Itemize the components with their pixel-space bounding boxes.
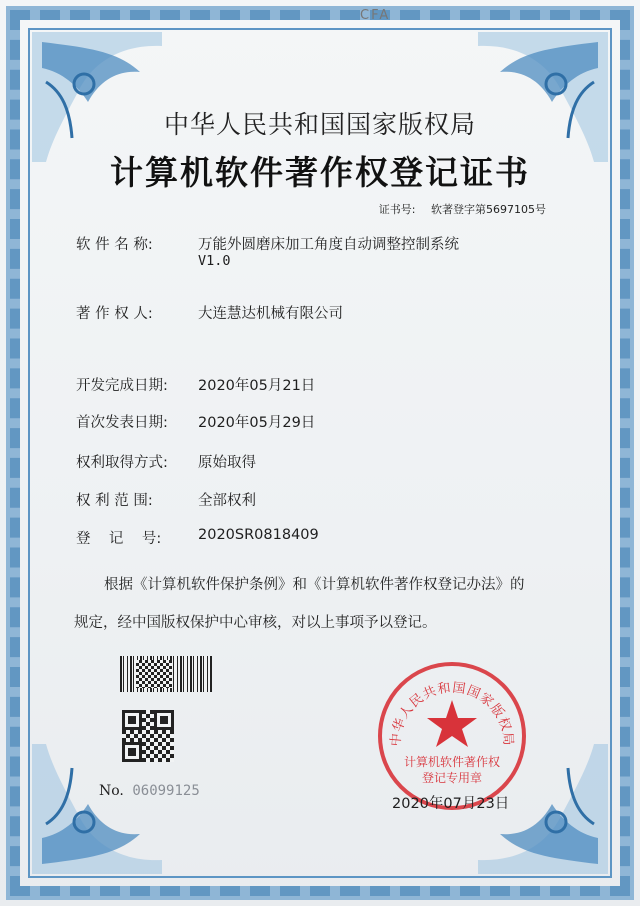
field-value: 全部权利 — [198, 493, 256, 509]
certificate-title: 计算机软件著作权登记证书 — [110, 153, 530, 192]
field-label: 权利取得方式: — [76, 455, 168, 471]
field-value: 大连慧达机械有限公司 — [198, 306, 343, 322]
seal-line1: 计算机软件著作权 — [403, 755, 501, 769]
field-value: 2020年05月21日 — [198, 378, 316, 394]
field-label: 软 件 名 称: — [76, 237, 153, 253]
issue-date: 2020年07月23日 — [392, 796, 510, 812]
field-label: 著 作 权 人: — [76, 306, 153, 322]
field-value: 原始取得 — [198, 455, 256, 471]
software-version: V1.0 — [198, 253, 231, 269]
field-label: 登 记 号: — [76, 531, 162, 547]
registration-statement — [74, 566, 574, 642]
certificate-number — [379, 201, 546, 217]
barcode-icon — [120, 656, 212, 692]
statement-line: 规定，经中国版权保护中心审核，对以上事项予以登记。 — [74, 615, 437, 631]
official-seal-icon — [374, 658, 530, 814]
field-label: 首次发表日期: — [76, 415, 168, 431]
field-label: 开发完成日期: — [76, 378, 168, 394]
serial-number — [99, 783, 200, 799]
seal-outer-text: 中华人民共和国国家版权局 — [388, 680, 516, 747]
field-label: 权 利 范 围: — [76, 493, 153, 509]
statement-line: 根据《计算机软件保护条例》和《计算机软件著作权登记办法》的 — [104, 577, 525, 593]
serial-value: 06099125 — [132, 783, 200, 799]
field-value: 万能外圆磨床加工角度自动调整控制系统 — [198, 237, 459, 253]
certificate-number-label: 证书号: — [378, 203, 416, 216]
field-value: 2020年05月29日 — [198, 415, 316, 431]
certificate-number-value: 软著登字第5697105号 — [431, 203, 546, 216]
field-value: 2020SR0818409 — [198, 527, 319, 543]
qr-code-icon — [122, 710, 174, 762]
issuer-title: 中华人民共和国国家版权局 — [163, 110, 476, 139]
seal-line2: 登记专用章 — [421, 771, 483, 785]
handwritten-mark: CFA — [360, 8, 391, 23]
serial-label: No. — [99, 783, 124, 799]
